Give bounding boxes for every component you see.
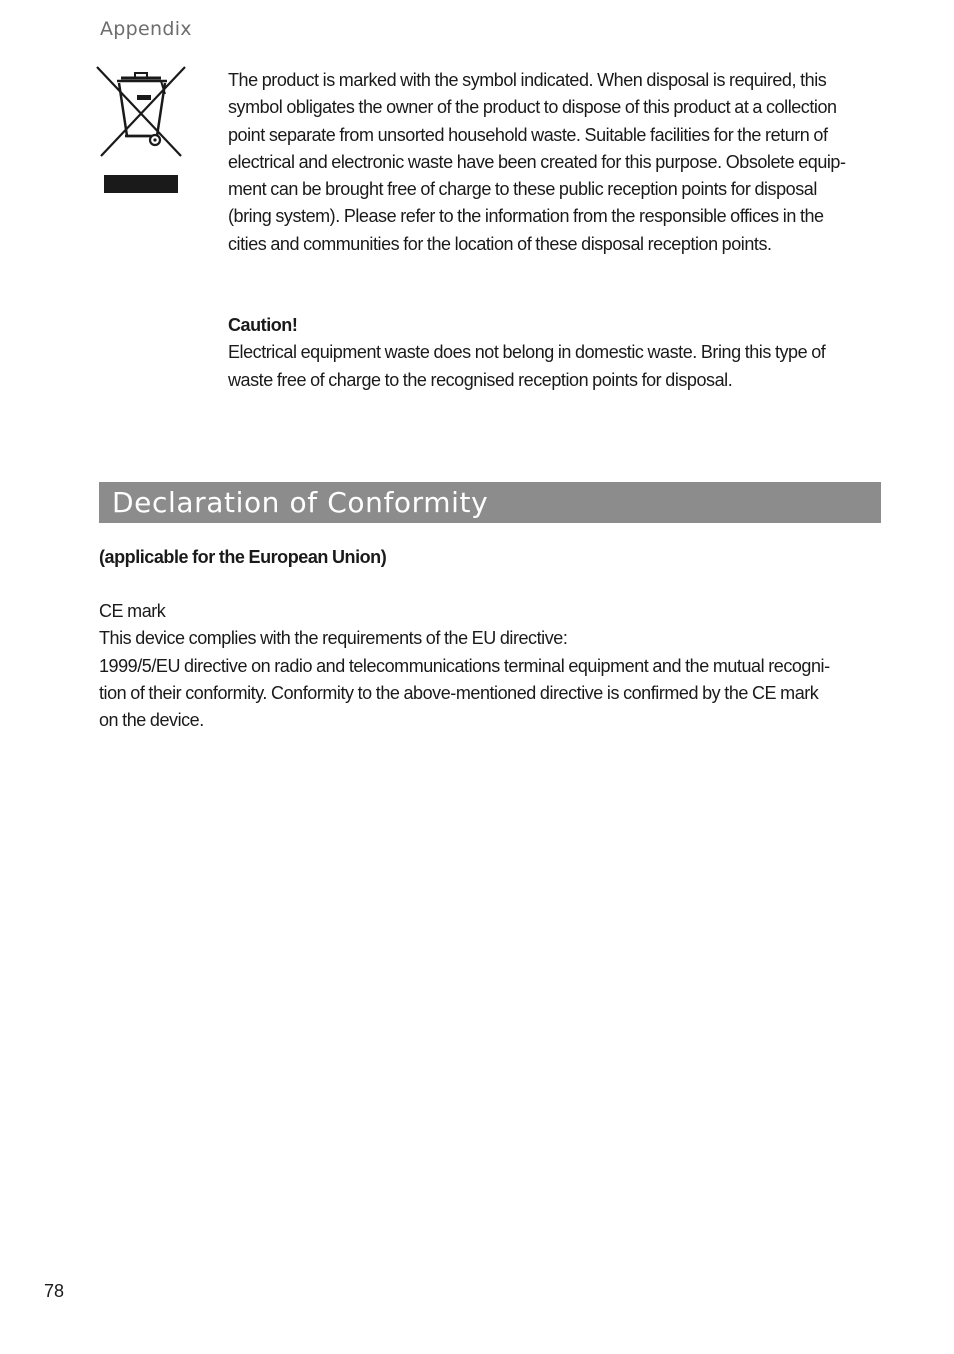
directive-line: on the device. — [99, 710, 204, 731]
ce-mark-label: CE mark — [99, 601, 166, 621]
caution-title: Caution! — [228, 315, 298, 335]
directive-line: tion of their conformity. Conformity to the above-mentioned directive is confirmed by the CE mark — [99, 682, 819, 703]
disposal-line: ment can be brought free of charge to these public reception points for disposal — [228, 179, 817, 200]
disposal-line: The product is marked with the symbol indicated. When disposal is required, this — [228, 70, 827, 90]
caution-line: waste free of charge to the recognised reception points for disposal. — [228, 369, 733, 390]
directive-text — [99, 653, 884, 735]
applicability-note: (applicable for the European Union) — [99, 547, 387, 567]
disposal-line: cities and communities for the location of these disposal reception points. — [228, 233, 772, 254]
disposal-line: symbol obligates the owner of the product to dispose of this product at a collection — [228, 97, 837, 118]
caution-line: Electrical equipment waste does not belong in domestic waste. Bring this type of — [228, 342, 826, 363]
disposal-line: electrical and electronic waste have been created for this purpose. Obsolete equip- — [228, 151, 846, 172]
directive-line: 1999/5/EU directive on radio and telecommunications terminal equipment and the mutual recogni- — [99, 655, 830, 676]
page-number: 78 — [44, 1281, 65, 1301]
section-heading: Declaration of Conformity — [112, 486, 489, 519]
ce-block — [99, 598, 884, 734]
disposal-line: (bring system). Please refer to the information from the responsible offices in the — [228, 206, 824, 227]
disposal-line: point separate from unsorted household waste. Suitable facilities for the return of — [228, 124, 828, 145]
compliance-statement: This device complies with the requirements of the EU directive: — [99, 628, 568, 649]
section-heading-bar — [99, 482, 881, 523]
caution-text — [228, 339, 888, 394]
crossed-out-wheelie-bin-icon — [95, 64, 187, 194]
disposal-paragraph — [228, 67, 888, 258]
running-head: Appendix — [100, 18, 192, 40]
caution-block — [228, 312, 888, 394]
